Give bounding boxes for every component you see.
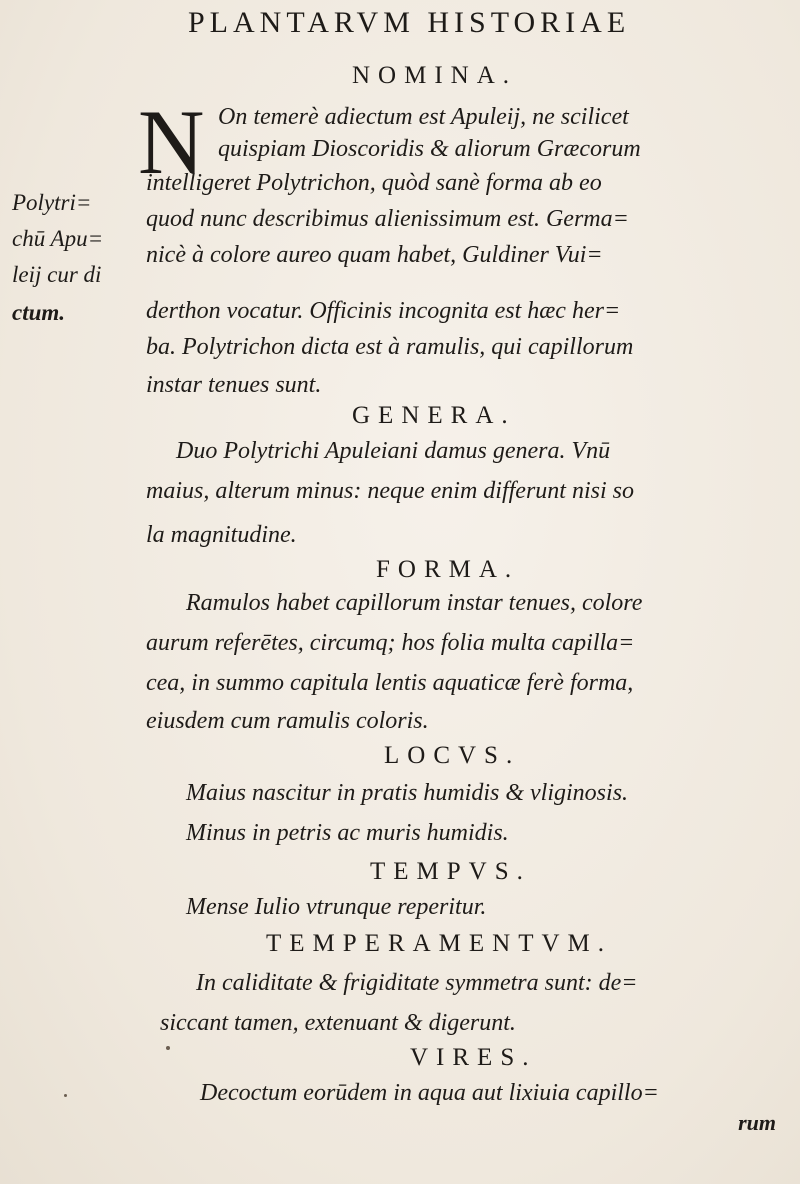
heading-temperamentum: TEMPERAMENTVM. — [266, 930, 613, 957]
text-line: Minus in petris ac muris humidis. — [186, 820, 509, 846]
drop-cap: N — [138, 91, 205, 193]
heading-locus: LOCVS. — [384, 742, 521, 769]
margin-note-line: Polytri= — [12, 190, 92, 215]
text-line: siccant tamen, extenuant & digerunt. — [160, 1010, 516, 1036]
text-line: quod nunc describimus alienissimum est. Germa= — [146, 206, 629, 232]
text-line: cea, in summo capitula lentis aquaticæ ferè forma, — [146, 670, 634, 696]
text-line: quispiam Dioscoridis & aliorum Græcorum — [218, 136, 641, 162]
heading-tempus: TEMPVS. — [370, 858, 531, 885]
text-line: instar tenues sunt. — [146, 372, 322, 398]
heading-forma: FORMA. — [376, 556, 520, 583]
ink-spot — [64, 1094, 67, 1097]
text-line: ba. Polytrichon dicta est à ramulis, qui capillorum — [146, 334, 634, 360]
text-line: Ramulos habet capillorum instar tenues, colore — [186, 590, 643, 616]
text-line: aurum referētes, circumq; hos folia multa capilla= — [146, 630, 635, 656]
text-line: Duo Polytrichi Apuleiani damus genera. Vnū — [176, 438, 611, 464]
text-line: eiusdem cum ramulis coloris. — [146, 708, 429, 734]
text-line: On temerè adiectum est Apuleij, ne scilicet — [218, 104, 629, 130]
text-line: maius, alterum minus: neque enim differunt nisi so — [146, 478, 634, 504]
text-line: intelligeret Polytrichon, quòd sanè forma ab eo — [146, 170, 602, 196]
text-line: Mense Iulio vtrunque reperitur. — [186, 894, 487, 920]
text-line: Decoctum eorūdem in aqua aut lixiuia capillo= — [200, 1080, 659, 1106]
margin-note-line: ctum. — [12, 300, 66, 325]
text-line: derthon vocatur. Officinis incognita est hæc her= — [146, 298, 621, 324]
heading-nomina: NOMINA. — [352, 62, 518, 89]
text-line: la magnitudine. — [146, 522, 297, 548]
text-line: nicè à colore aureo quam habet, Guldiner Vui= — [146, 242, 603, 268]
ink-spot — [166, 1046, 170, 1050]
running-head: PLANTARVM HISTORIAE — [188, 6, 631, 39]
heading-genera: GENERA. — [352, 402, 516, 429]
margin-note-line: chū Apu= — [12, 226, 104, 251]
text-line: Maius nascitur in pratis humidis & vliginosis. — [186, 780, 629, 806]
margin-note-line: leij cur di — [12, 262, 102, 287]
catchword: rum — [738, 1110, 776, 1135]
text-line: In caliditate & frigiditate symmetra sunt: de= — [196, 970, 638, 996]
heading-vires: VIRES. — [410, 1044, 537, 1071]
